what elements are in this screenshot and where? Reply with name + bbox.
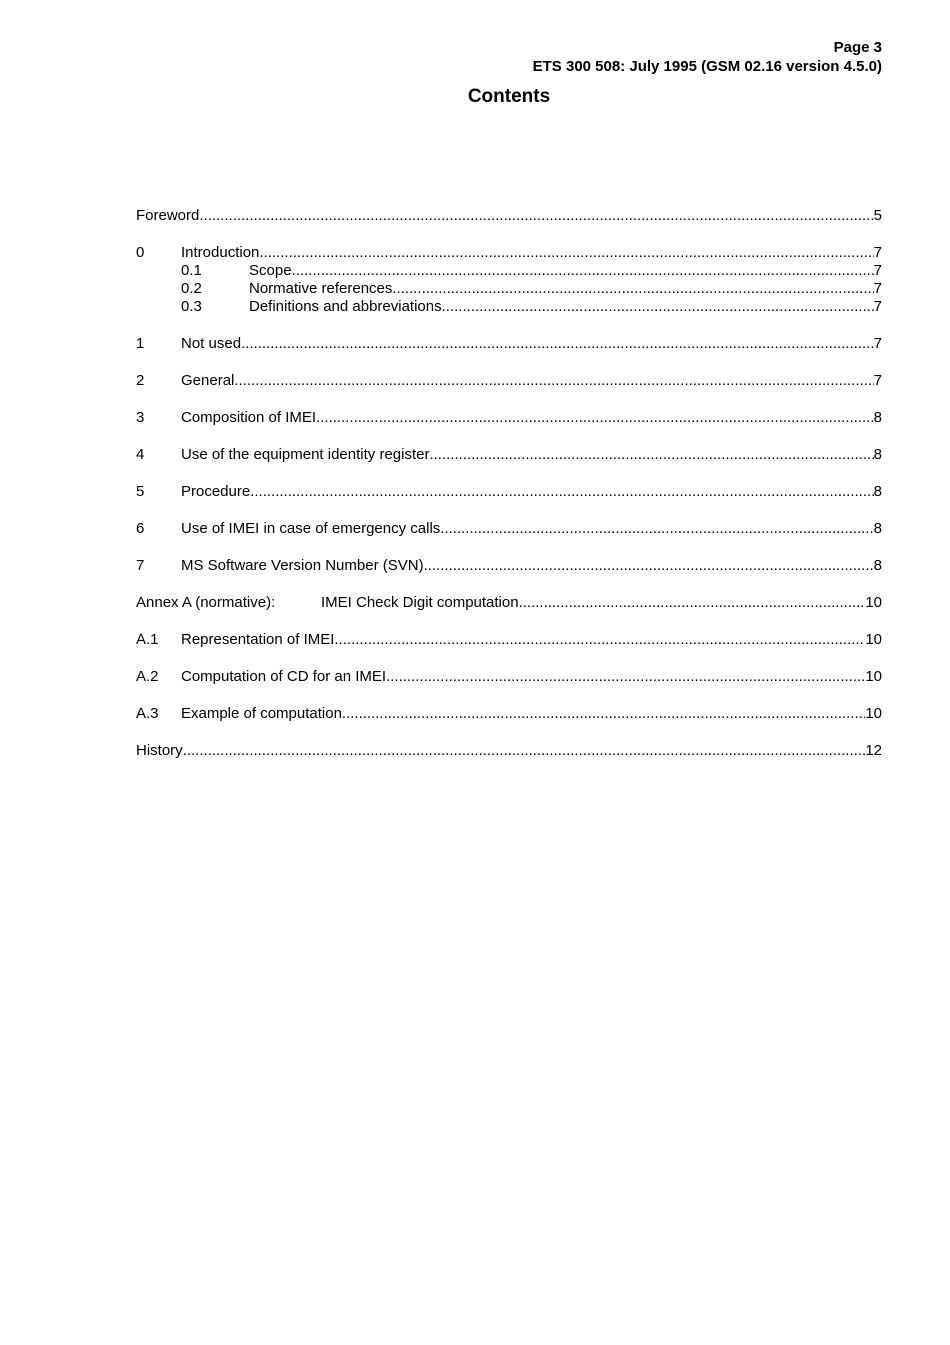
toc-label: Normative references — [249, 280, 393, 297]
toc-page-number: 7 — [873, 280, 882, 297]
toc-entry-foreword[interactable] — [136, 207, 882, 225]
toc-page-number: 8 — [873, 557, 882, 574]
toc-leader-dots — [424, 557, 874, 575]
toc-page-number: 8 — [873, 520, 882, 537]
toc-entry-procedure[interactable] — [136, 483, 882, 501]
toc-page-number: 8 — [873, 483, 882, 500]
toc-page-number: 10 — [865, 594, 882, 611]
toc-page-number: 7 — [873, 262, 882, 279]
toc-label: Scope — [249, 262, 292, 279]
toc-label: Procedure — [181, 483, 251, 500]
toc-label: Composition of IMEI — [181, 409, 317, 426]
document-reference: ETS 300 508: July 1995 (GSM 02.16 version 4.5.0) — [532, 58, 882, 75]
toc-entry-scope[interactable] — [136, 262, 882, 280]
toc-section-number: 0.1 — [181, 262, 202, 279]
toc-entry-definitions[interactable] — [136, 298, 882, 316]
toc-page-number: 10 — [865, 705, 882, 722]
toc-page-number: 8 — [873, 446, 882, 463]
toc-section-number: 0.3 — [181, 298, 202, 315]
toc-leader-dots — [241, 335, 874, 353]
toc-section-number: A.3 — [136, 705, 159, 722]
toc-label: Use of the equipment identity register — [181, 446, 430, 463]
toc-section-number: 2 — [136, 372, 145, 389]
toc-label: Definitions and abbreviations — [249, 298, 442, 315]
table-of-contents — [136, 207, 882, 760]
toc-leader-dots — [519, 594, 866, 612]
toc-page-number: 7 — [873, 244, 882, 261]
toc-leader-dots — [386, 668, 865, 686]
toc-label: IMEI Check Digit computation — [321, 594, 519, 611]
toc-section-number: 6 — [136, 520, 145, 537]
toc-leader-dots — [292, 262, 874, 280]
toc-section-number: 1 — [136, 335, 145, 352]
toc-label: Use of IMEI in case of emergency calls — [181, 520, 441, 537]
toc-page-number: 10 — [865, 668, 882, 685]
toc-entry-composition-of-imei[interactable] — [136, 409, 882, 427]
toc-entry-emergency-calls[interactable] — [136, 520, 882, 538]
toc-page-number: 12 — [865, 742, 882, 759]
toc-leader-dots — [440, 520, 873, 538]
toc-label: Computation of CD for an IMEI — [181, 668, 387, 685]
toc-entry-annex-a[interactable] — [136, 594, 882, 612]
toc-entry-introduction[interactable] — [136, 244, 882, 262]
toc-page-number: 7 — [873, 298, 882, 315]
toc-label: Example of computation — [181, 705, 342, 722]
toc-page-number: 10 — [865, 631, 882, 648]
toc-entry-not-used[interactable] — [136, 335, 882, 353]
toc-leader-dots — [342, 705, 865, 723]
toc-section-number: 7 — [136, 557, 145, 574]
toc-page-number: 5 — [873, 207, 882, 224]
toc-entry-representation-of-imei[interactable] — [136, 631, 882, 649]
toc-leader-dots — [429, 446, 873, 464]
toc-label: Not used — [181, 335, 242, 352]
toc-entry-computation-of-cd[interactable] — [136, 668, 882, 686]
toc-label: History — [136, 742, 183, 759]
toc-leader-dots — [259, 244, 873, 262]
toc-section-number: A.2 — [136, 668, 159, 685]
toc-leader-dots — [316, 409, 874, 427]
toc-entry-svn[interactable] — [136, 557, 882, 575]
toc-page-number: 8 — [873, 409, 882, 426]
toc-entry-equipment-identity-register[interactable] — [136, 446, 882, 464]
toc-label: Foreword — [136, 207, 200, 224]
page-header — [533, 38, 882, 76]
toc-label: Introduction — [181, 244, 260, 261]
toc-leader-dots — [334, 631, 865, 649]
toc-leader-dots — [442, 298, 874, 316]
toc-section-number: 3 — [136, 409, 145, 426]
toc-entry-history[interactable] — [136, 742, 882, 760]
toc-entry-example-of-computation[interactable] — [136, 705, 882, 723]
toc-label: MS Software Version Number (SVN) — [181, 557, 424, 574]
toc-section-number: Annex A (normative): — [136, 594, 276, 611]
toc-section-number: A.1 — [136, 631, 159, 648]
toc-leader-dots — [234, 372, 873, 390]
toc-section-number: 0.2 — [181, 280, 202, 297]
toc-section-number: 4 — [136, 446, 145, 463]
toc-section-number: 5 — [136, 483, 145, 500]
page-title: Contents — [467, 86, 551, 107]
toc-entry-normative-references[interactable] — [136, 280, 882, 298]
toc-leader-dots — [250, 483, 873, 501]
toc-label: General — [181, 372, 235, 389]
toc-page-number: 7 — [873, 335, 882, 352]
toc-leader-dots — [199, 207, 873, 225]
toc-entry-general[interactable] — [136, 372, 882, 390]
toc-label: Representation of IMEI — [181, 631, 335, 648]
toc-leader-dots — [183, 742, 866, 760]
page-number: Page 3 — [833, 39, 882, 56]
toc-section-number: 0 — [136, 244, 145, 261]
toc-leader-dots — [392, 280, 873, 298]
toc-page-number: 7 — [873, 372, 882, 389]
